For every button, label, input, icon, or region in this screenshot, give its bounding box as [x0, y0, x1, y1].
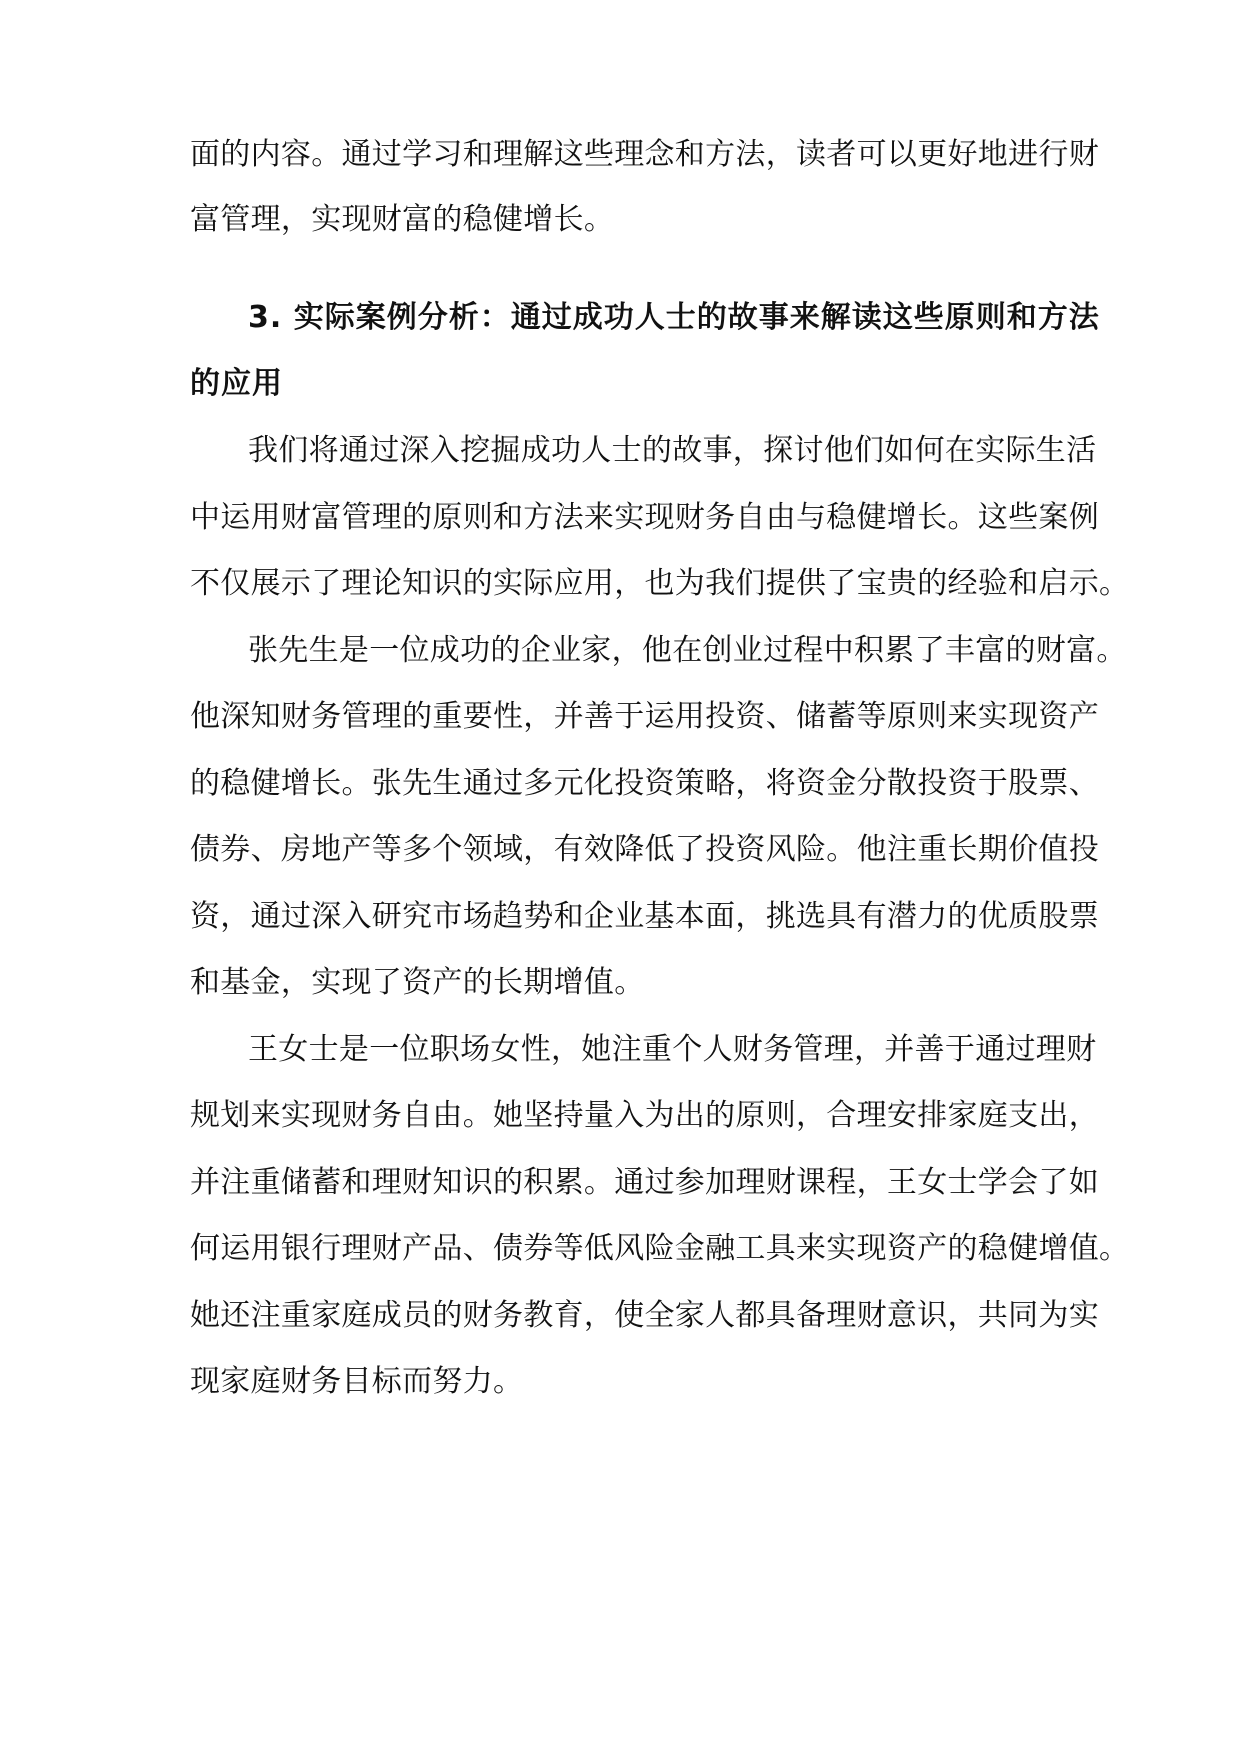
paragraph-3-line-1: 王女士是一位职场女性，她注重个人财务管理，并善于通过理财 — [248, 1032, 1097, 1067]
paragraph-2-line-5: 资，通过深入研究市场趋势和企业基本面，挑选具有潜力的优质股票 — [190, 899, 1099, 934]
paragraph-2-line-3: 的稳健增长。张先生通过多元化投资策略，将资金分散投资于股票、 — [190, 766, 1099, 801]
paragraph-3-line-6: 现家庭财务目标而努力。 — [190, 1364, 524, 1399]
paragraph-2-line-2: 他深知财务管理的重要性，并善于运用投资、储蓄等原则来实现资产 — [190, 699, 1099, 734]
paragraph-1-line-1: 我们将通过深入挖掘成功人士的故事，探讨他们如何在实际生活 — [248, 433, 1097, 468]
paragraph-3-line-3: 并注重储蓄和理财知识的积累。通过参加理财课程，王女士学会了如 — [190, 1165, 1099, 1200]
paragraph-1-line-2: 中运用财富管理的原则和方法来实现财务自由与稳健增长。这些案例 — [190, 500, 1099, 535]
intro-line-1: 面的内容。通过学习和理解这些理念和方法，读者可以更好地进行财 — [190, 137, 1099, 172]
paragraph-2-line-6: 和基金，实现了资产的长期增值。 — [190, 965, 645, 1000]
section-heading-line-2: 的应用 — [190, 366, 283, 401]
section-heading-line-1: 3. 实际案例分析：通过成功人士的故事来解读这些原则和方法 — [248, 300, 1100, 335]
paragraph-3-line-5: 她还注重家庭成员的财务教育，使全家人都具备理财意识，共同为实 — [190, 1298, 1099, 1333]
paragraph-1-line-3: 不仅展示了理论知识的实际应用，也为我们提供了宝贵的经验和启示。 — [190, 566, 1130, 601]
paragraph-3-line-2: 规划来实现财务自由。她坚持量入为出的原则，合理安排家庭支出， — [190, 1098, 1099, 1133]
paragraph-2-line-4: 债券、房地产等多个领域，有效降低了投资风险。他注重长期价值投 — [190, 832, 1099, 867]
paragraph-2-line-1: 张先生是一位成功的企业家，他在创业过程中积累了丰富的财富。 — [248, 633, 1127, 668]
intro-line-2: 富管理，实现财富的稳健增长。 — [190, 202, 615, 237]
paragraph-3-line-4: 何运用银行理财产品、债券等低风险金融工具来实现资产的稳健增值。 — [190, 1231, 1130, 1266]
